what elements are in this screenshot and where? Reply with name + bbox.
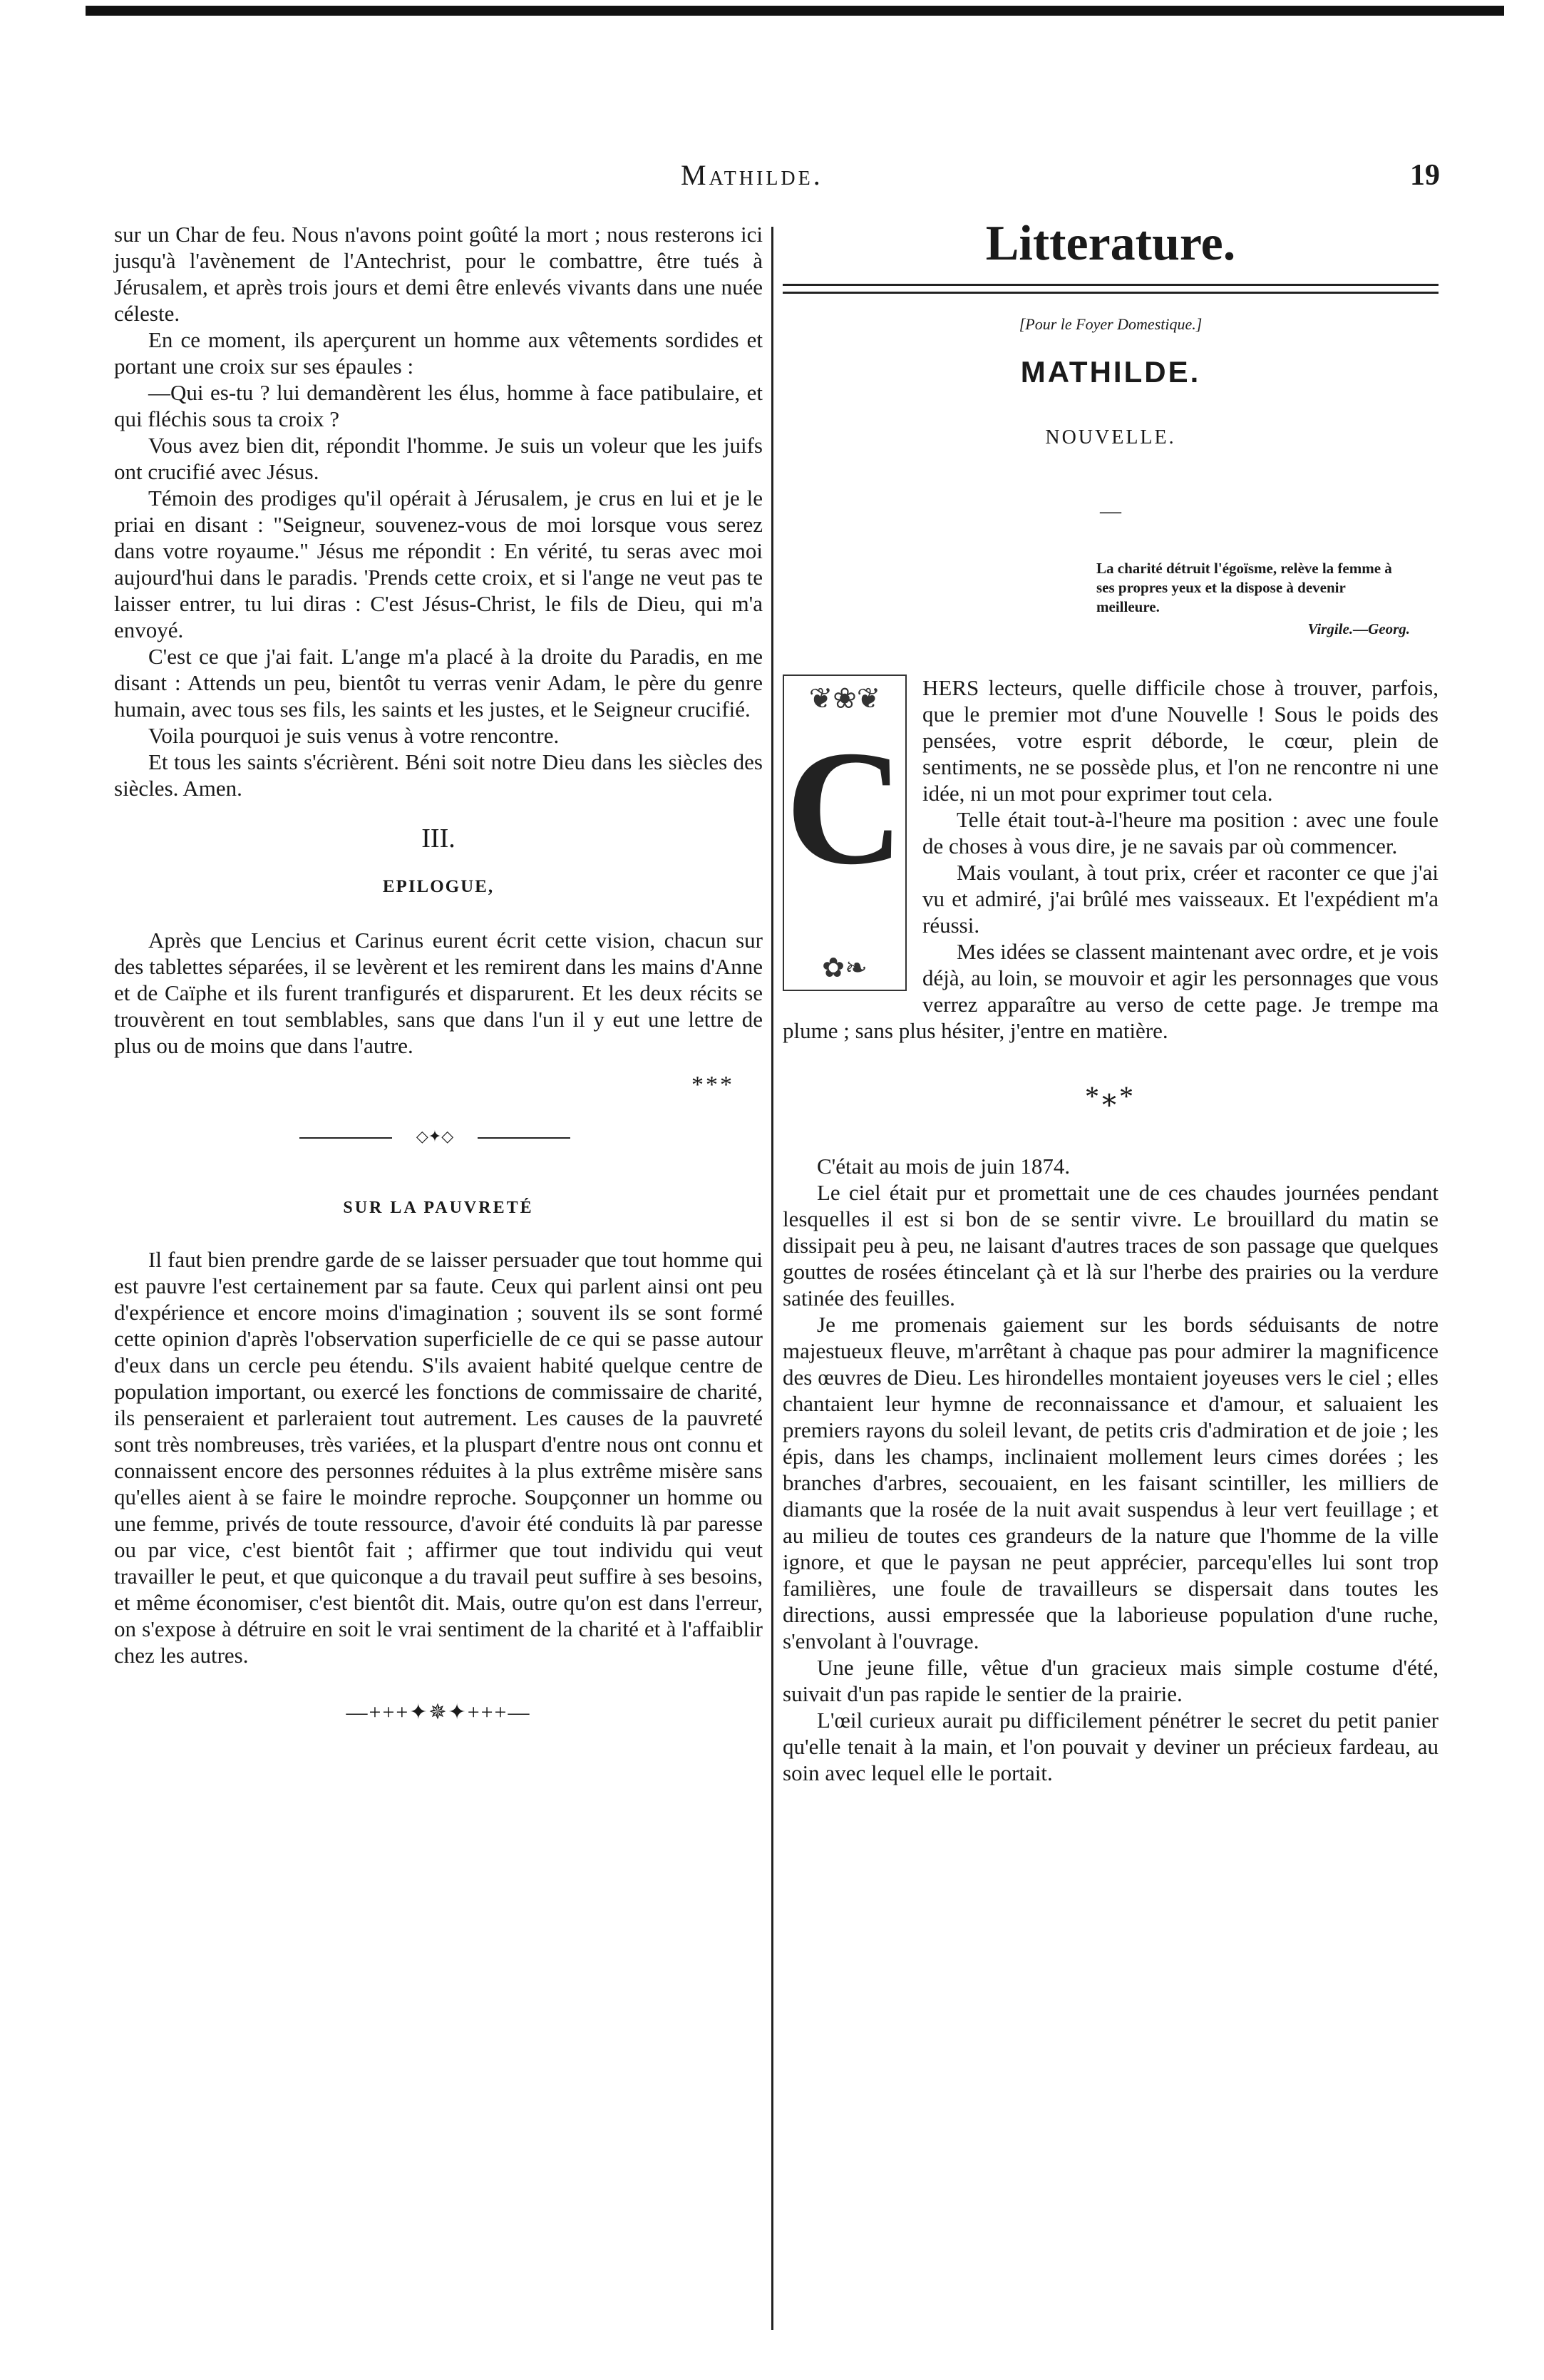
ornamental-rule xyxy=(114,1127,763,1149)
right-column xyxy=(783,214,1439,1786)
epilogue-paragraph: Après que Lencius et Carinus eurent écrit cette vision, chacun sur des tablettes séparées, il se levèrent et les remirent dans les mains d'Anne et de Caïphe et ils furent tranfigurés et disparurent. Et les deux récits se trouvèrent en tout semblables, sans que dans l'un il y eut une lettre de plus ou de moins que dans l'autre. xyxy=(114,928,763,1058)
paragraph: Témoin des prodiges qu'il opérait à Jérusalem, je crus en lui et je le priai en disant : "Seigneur, souvenez-vous de moi lorsque vous serez dans votre royaume." Jésus me répondit : En vérité, tu seras avec moi aujourd'hui dans le paradis. 'Prends cette croix, et si l'ange ne veut pas te laisser entrer, tu lui diras : C'est Jésus-Christ, le fils de Dieu, qui m'a envoyé. xyxy=(114,486,763,642)
paragraph: L'œil curieux aurait pu difficilement pénétrer le secret du petit panier qu'elle tenait à la main, et l'on pouvait y deviner un précieux fardeau, au soin avec lequel elle le portait. xyxy=(783,1708,1439,1785)
page-number: 19 xyxy=(1410,159,1440,192)
foliage-icon: ❦❀❦ xyxy=(808,682,881,714)
paragraph: Mais voulant, à tout prix, créer et raconter ce que j'ai vu et admiré, j'ai brûlé mes vaisseaux. Et l'expédient m'a réussi. xyxy=(922,860,1439,938)
paragraph: HERS lecteurs, quelle difficile chose à trouver, parfois, que le premier mot d'une Nouvelle ! Sous le poids des pensées, votre esprit déborde, le cœur, plein de sentiments, ne se possède plus, et l'on ne rencontre ni une idée, ni un mot pour exprimer tout cela. xyxy=(922,675,1439,806)
dash-separator: — xyxy=(1100,499,1121,523)
paragraph: Et tous les saints s'écrièrent. Béni soit notre Dieu dans les siècles des siècles. Amen. xyxy=(114,749,763,801)
asterism-separator: *** xyxy=(691,1072,734,1098)
ornament-icon: ◇✦◇ xyxy=(392,1127,478,1147)
paragraph: Mes idées se classent maintenant avec ordre, et je vois déjà, au loin, se mouvoir et agir les personnages que vous verrez apparaître au verso de cette page. Je trempe ma plume ; sans plus hésiter, j'entre en matière. xyxy=(783,939,1439,1043)
paragraph: En ce moment, ils aperçurent un homme aux vêtements sordides et portant une croix sur ses épaules : xyxy=(114,327,763,379)
top-rule xyxy=(86,6,1504,16)
running-title: Mathilde. xyxy=(681,159,823,191)
section-number: III. xyxy=(421,824,456,853)
column-divider xyxy=(771,227,773,2330)
epigraph-text: La charité détruit l'égoïsme, relève la femme à ses propres yeux et la dispose à devenir meilleure. xyxy=(1096,560,1392,615)
paragraph: Je me promenais gaiement sur les bords séduisants de notre majestueux fleuve, m'arrêtant à chaque pas pour admirer la magnificence des œuvres de Dieu. Les hirondelles montaient joyeuses vers le ciel ; elles chantaient leur hymne de reconnaissance et d'amour, et saluaient les premiers rayons du soleil levant, de petits cris d'admiration et de joie ; les épis, dans les champs, inclinaient mollement leurs cimes dorées ; les branches d'arbres, secouaient, en les faisant scintiller, les milliers de diamants que la rosée de la nuit avait suspendus à leur vert feuillage ; et au milieu de toutes ces grandeurs de la nature que l'homme de la ville ignore, et que le paysan ne peut apprécier, parcequ'elles lui sont trop familières, une foule de travailleurs se dispersait dans toutes les directions, aussi empressée que la laborieuse population d'une ruche, s'envolant à l'ouvrage. xyxy=(783,1312,1439,1653)
paragraph: Le ciel était pur et promettait une de ces chaudes journées pendant lesquelles il est si bon de se sentir vivre. Le brouillard du matin se dissipait peu à peu, ne laisant d'autres traces de son passage que quelques gouttes de rosées étincelant çà et là sur l'herbe des prairies ou la verdure satinée des feuilles. xyxy=(783,1180,1439,1310)
epigraph xyxy=(1096,559,1410,639)
section-title: Litterature. xyxy=(985,216,1236,271)
pauvrete-paragraph: Il faut bien prendre garde de se laisser persuader que tout homme qui est pauvre l'est certainement par sa faute. Ceux qui parlent ainsi ont peu d'expérience et encore moins d'imagination ; souvent ils se sont formé cette opinion d'après l'observation superficielle de ce qui se passe autour d'eux dans un cercle peu étendu. S'ils avaient habité quelque centre de population important, ou exercé les fonctions de commissaire de charité, ils penseraient et parleraient tout autrement. Les causes de la pauvreté sont très nombreuses, très variées, et la pluspart d'entre nous ont connu et connaissent encore des personnes réduites à la plus extrême misère sans qu'elles aient à se faire le moindre reproche. Soupçonner un homme ou une femme, privés de toute ressource, d'avoir été conduits là par paresse ou par vice, c'est bientôt fait ; affirmer que tout individu qui veut travailler le peut, et que quiconque a du travail peut suffire à ses besoins, et même économiser, c'est bientôt dit. Mais, outre qu'on est dans l'erreur, on s'expose à détruire en soit le vrai sentiment de la charité et à l'affaiblir chez les autres. xyxy=(114,1247,763,1668)
page-header xyxy=(114,158,1440,201)
star-separator: *⁎* xyxy=(1085,1080,1136,1112)
source-note: [Pour le Foyer Domestique.] xyxy=(1019,315,1203,333)
left-column xyxy=(114,221,763,1725)
paragraph: Une jeune fille, vêtue d'un gracieux mais simple costume d'été, suivait d'un pas rapide le sentier de la prairie. xyxy=(783,1655,1439,1706)
paragraph: Vous avez bien dit, répondit l'homme. Je suis un voleur que les juifs ont crucifié avec Jésus. xyxy=(114,433,763,484)
paragraph: C'est ce que j'ai fait. L'ange m'a placé à la droite du Paradis, en me disant : Attends un peu, bientôt tu verras venir Adam, le père du genre humain, avec tous ses fils, les saints et les justes, et le Seigneur crucifié. xyxy=(114,644,763,722)
paragraph: sur un Char de feu. Nous n'avons point goûté la mort ; nous resterons ici jusqu'à l'avènement de l'Antechrist, pour le combattre, être tués à Jérusalem, et après trois jours et demi être enlevés vivants dans une nuée céleste. xyxy=(114,222,763,326)
paragraph: C'était au mois de juin 1874. xyxy=(817,1154,1071,1179)
pauvrete-heading: SUR LA PAUVRETÉ xyxy=(343,1199,534,1217)
paragraph: Telle était tout-à-l'heure ma position : avec une foule de choses à vous dire, je ne savais par où commencer. xyxy=(922,807,1439,858)
dropcap-letter: C xyxy=(785,717,905,898)
double-rule xyxy=(783,284,1439,294)
paragraph: Voila pourquoi je suis venus à votre rencontre. xyxy=(148,723,560,748)
story-title: MATHILDE. xyxy=(1020,355,1201,389)
flourish-icon: ✿❧ xyxy=(822,953,868,983)
section-heading: EPILOGUE, xyxy=(382,877,495,896)
story-subtitle: NOUVELLE. xyxy=(1045,426,1176,448)
epigraph-source: Virgile.—Georg. xyxy=(1307,620,1410,637)
paragraph: —Qui es-tu ? lui demandèrent les élus, homme à face patibulaire, et qui fléchis sous ta croix ? xyxy=(114,380,763,431)
dropcap-illustration xyxy=(783,674,907,991)
end-ornament: —+++✦✵✦+++— xyxy=(346,1701,531,1724)
